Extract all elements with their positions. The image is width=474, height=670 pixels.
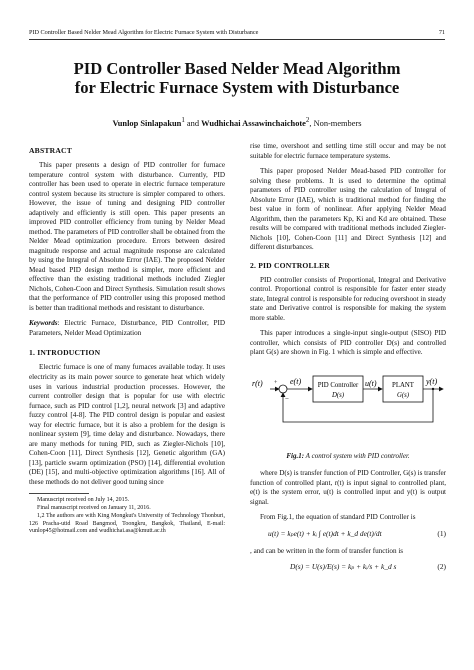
pid-block-label: PID Controller <box>317 381 359 389</box>
feedback-path <box>283 389 433 422</box>
title-line-2: for Electric Furnace System with Disturbance <box>74 77 400 97</box>
introduction-heading: 1. INTRODUCTION <box>29 348 101 358</box>
right-column <box>250 142 446 580</box>
keywords <box>29 319 225 338</box>
equation-1 <box>250 529 446 539</box>
signal-r-label: r(t) <box>252 378 263 388</box>
paragraph-continued: rise time, overshoot and settling time still occur and may be not suitable for electric furnace temperature systems. <box>250 142 446 160</box>
signal-y-label: y(t) <box>426 376 438 386</box>
equation-2-number: (2) <box>437 562 446 572</box>
footnote-received: Manuscript received on July 14, 2015. <box>37 497 130 504</box>
author-2: Wudhichai Assawinchaichote <box>201 118 306 128</box>
block-diagram <box>250 364 446 448</box>
paragraph-definitions: where D(s) is transfer function of PID Controller, G(s) is transfer function of controlled plant, r(t) is input signal to controlled plant, e(t) is the system error, u(t) is controlled input and y(t) is output signal. <box>250 469 446 506</box>
paragraph-siso: This paper introduces a single-input single-output (SISO) PID controller, which consists of PID controller D(s) and controlled plant G(s) are shown in Fig. 1 which is simple and effective. <box>250 329 446 357</box>
paragraph-standard-pid: From Fig.1, the equation of standard PID Controller is <box>260 513 416 522</box>
minus-sign: − <box>285 394 289 403</box>
equation-2 <box>250 562 446 572</box>
footnote-rule <box>29 493 89 494</box>
plant-block-label: PLANT <box>392 381 414 389</box>
equation-2-body: D(s) = U(s)/E(s) = kₚ + kᵢ/s + k_d s <box>290 562 397 572</box>
summing-junction <box>279 385 287 393</box>
plant-block-tf: G(s) <box>396 391 410 399</box>
running-header <box>29 29 445 36</box>
author-1: Vunlop Sinlapakun <box>112 118 182 128</box>
author-1-sup: 1 <box>181 116 185 124</box>
keywords-label: Keywords <box>29 319 58 328</box>
figure-caption-text: A control system with PID controller. <box>304 451 410 460</box>
block-diagram-svg <box>250 364 446 448</box>
keywords-text: : Electric Furnace, Disturbance, PID Controller, PID Parameters, Nelder Mead Optimization <box>29 319 225 337</box>
plus-sign: + <box>274 379 278 386</box>
paragraph-transfer: , and can be written in the form of transfer function is <box>250 546 404 555</box>
abstract-text: This paper presents a design of PID controller for furnace temperature control system with disturbance. Currently, PID controller has been used to operate in electric furnace temperature control system because its structure is simpler compared to others. However, the issue of tuning and designing PID controller adaptively and efficiently is still open. This paper presents an improved PID controller efficiency from tuning by Nelder Mead method. The parameters of PID controller shall be obtained from the Nelder Mead optimization procedure. Errors between desired magnitude response and actual magnitude response are calculated by using the Integral of Absolute Error (IAE). The proposed Nelder Mead based PID design method is simpler, more efficient and effective than the existing traditional methods included Ziegler Nichols, Cohen-Coon and Direct Synthesis. Simulation result shows that the performance of PID controller using this proposed method is better than traditional methods and resistant to disturbance. <box>29 161 225 312</box>
pid-section-heading: 2. PID CONTROLLER <box>250 260 330 270</box>
title-line-1: PID Controller Based Nelder Mead Algorithm <box>73 59 401 78</box>
equation-1-number: (1) <box>437 528 446 538</box>
footnote-affiliation: 1,2 The authors are with King Mongkut's University of Technology Thonburi, 126 Pracha-utid Road Bangmod, Toongkru, Bangkok, Thailand, E-mail: vunlop45@hotmail.com and wudhichai.asa@kmutt.ac.th <box>29 512 225 535</box>
takeoff-point <box>432 388 434 390</box>
paper-title <box>0 60 474 97</box>
header-rule <box>29 39 445 40</box>
running-title: PID Controller Based Nelder Mead Algorithm for Electric Furnace System with Disturbance <box>29 29 259 36</box>
author-suffix: , Non-members <box>309 118 362 128</box>
paragraph-pid-intro: PID controller consists of Proportional, Integral and Derivative control. Proportional control is responsible for faster enter steady state, Integral control is responsible for reducing overshoot in steady state and Derivative control is responsible for making the system more stable. <box>250 275 446 322</box>
paragraph-proposal: This paper proposed Nelder Mead-based PID controller for solving these problems. It is used to determine the optimal parameters of PID controller using the calculation of Integral of Absolute Error (IAE), which is traditional method for finding the best value in form of nonlinear. After applying Nelder Mead Algorithm, then the parameters Kp, Ki and Kd are obtained. These results will be compared with traditional methods included Ziegler-Nichols [10], Cohen-Coon [11] and Direct Synthesis [12] and different disturbances. <box>250 167 446 252</box>
introduction-text: Electric furnace is one of many furnaces available today. It uses electricity as its main power source to generate heat which widely uses in various industrial production processes. However, the current controller design that is popular for use with electric furnace, such as PID control [1,2], neural network [3] and adaptive fuzzy control [4-8]. The PID control design is popular and easiest way for electric furnace, but it is also a problem for the design is nonlinear system [9], time delay and disturbance. Nowadays, there are many methods for tuning PID, such as Ziegler-Nichols [10], Cohen-Coon [11], Direct Synthesis [12], Genetic algorithm (GA) [13], particle swarm optimization (PSO) [14], differential evolution (DE) [15], and multi-objective optimization algorithms [16]. All of these methods do not deliver good tuning since <box>29 363 225 486</box>
page-number: 71 <box>438 29 445 36</box>
pid-block-tf: D(s) <box>331 391 345 399</box>
footnotes <box>29 497 225 536</box>
abstract-heading: ABSTRACT <box>29 146 72 155</box>
signal-u-label: u(t) <box>365 378 377 388</box>
figure-label: Fig.1: <box>286 451 305 460</box>
signal-e-label: e(t) <box>290 376 302 386</box>
author-2-sup: 2 <box>305 116 310 124</box>
figure-caption <box>250 452 446 461</box>
author-and: and <box>184 118 202 128</box>
author-line <box>0 116 474 128</box>
left-column <box>29 146 225 536</box>
equation-1-body: u(t) = kₚe(t) + kᵢ ∫ e(t)dt + k_d de(t)/dt <box>268 528 382 538</box>
footnote-revised: Final manuscript received on January 11, 2016. <box>37 504 151 511</box>
